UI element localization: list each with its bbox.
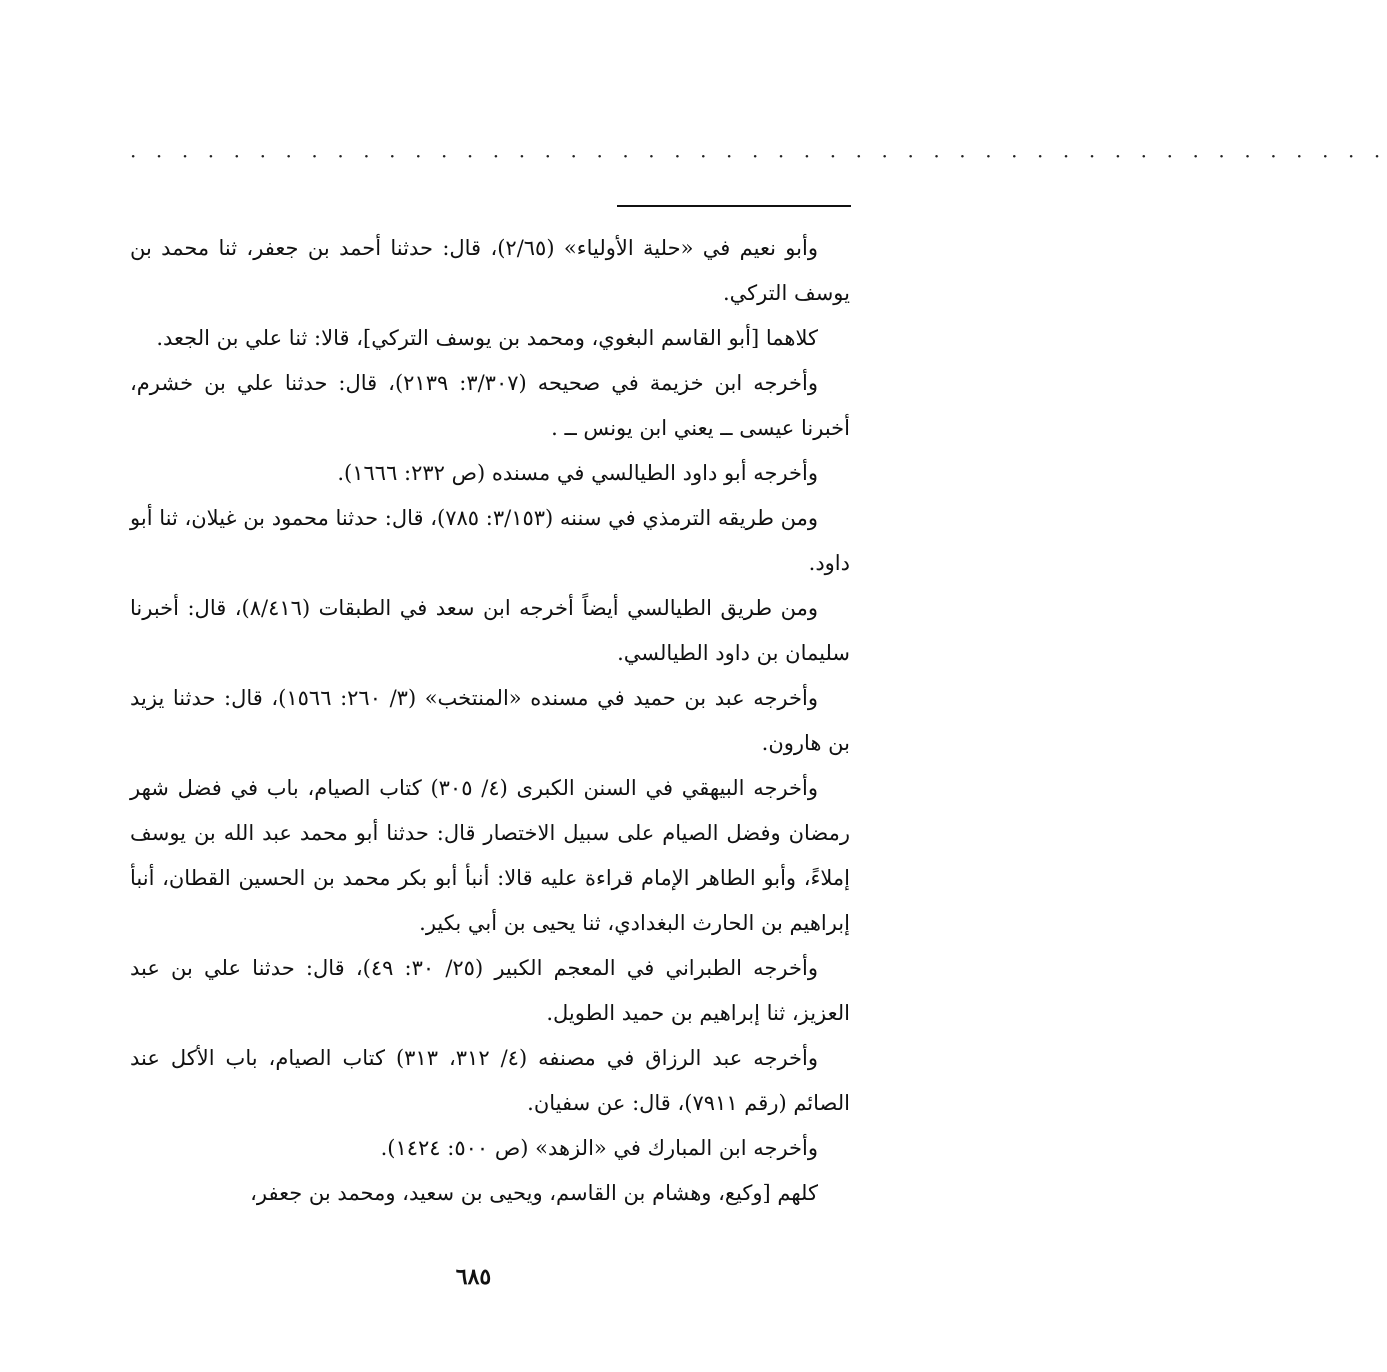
paragraph: وأبو نعيم في «حلية الأولياء» (٢/٦٥)، قال: حدثنا أحمد بن جعفر، ثنا محمد بن يوسف التركي. bbox=[130, 236, 850, 305]
ellipsis-separator: · · · · · · · · · · · · · · · · · · · · · · · · · · · · · · · · · · · · · · · · · · · · · · · · · bbox=[130, 144, 1387, 168]
paragraph: ومن طريقه الترمذي في سننه (٣/١٥٣: ٧٨٥)، قال: حدثنا محمود بن غيلان، ثنا أبو داود. bbox=[130, 506, 850, 575]
paragraph: وأخرجه البيهقي في السنن الكبرى (٤/ ٣٠٥) كتاب الصيام، باب في فضل شهر رمضان وفضل الصيام على سبيل الاختصار قال: حدثنا أبو محمد عبد الله بن يوسف إملاءً، وأبو الطاهر الإمام قراءة عليه قالا: أنبأ أبو بكر محمد بن الحسين القطان، أنبأ إبراهيم بن الحارث البغدادي، ثنا يحيى بن أبي بكير. bbox=[130, 776, 850, 935]
footnote-rule bbox=[617, 205, 851, 207]
footnote-body bbox=[130, 226, 850, 1216]
paragraph: وأخرجه عبد الرزاق في مصنفه (٤/ ٣١٢، ٣١٣) كتاب الصيام، باب الأكل عند الصائم (رقم ٧٩١١)، قال: عن سفيان. bbox=[130, 1046, 850, 1115]
paragraph: وأخرجه الطبراني في المعجم الكبير (٢٥/ ٣٠: ٤٩)، قال: حدثنا علي بن عبد العزيز، ثنا إبراهيم بن حميد الطويل. bbox=[130, 956, 850, 1025]
paragraph: ومن طريق الطيالسي أيضاً أخرجه ابن سعد في الطبقات (٨/٤١٦)، قال: أخبرنا سليمان بن داود الطيالسي. bbox=[130, 596, 850, 665]
paragraph: وأخرجه أبو داود الطيالسي في مسنده (ص ٢٣٢: ١٦٦٦). bbox=[337, 461, 818, 485]
page-number: ٦٨٥ bbox=[455, 1264, 492, 1290]
paragraph: وأخرجه عبد بن حميد في مسنده «المنتخب» (٣/ ٢٦٠: ١٥٦٦)، قال: حدثنا يزيد بن هارون. bbox=[130, 686, 850, 755]
paragraph: كلهم [وكيع، وهشام بن القاسم، ويحيى بن سعيد، ومحمد بن جعفر، bbox=[250, 1181, 818, 1205]
paragraph: كلاهما [أبو القاسم البغوي، ومحمد بن يوسف التركي]، قالا: ثنا علي بن الجعد. bbox=[156, 326, 818, 350]
paragraph: وأخرجه ابن خزيمة في صحيحه (٣/٣٠٧: ٢١٣٩)، قال: حدثنا علي بن خشرم، أخبرنا عيسى ــ يعني ابن يونس ــ . bbox=[130, 371, 850, 440]
paragraph: وأخرجه ابن المبارك في «الزهد» (ص ٥٠٠: ١٤٢٤). bbox=[380, 1136, 818, 1160]
